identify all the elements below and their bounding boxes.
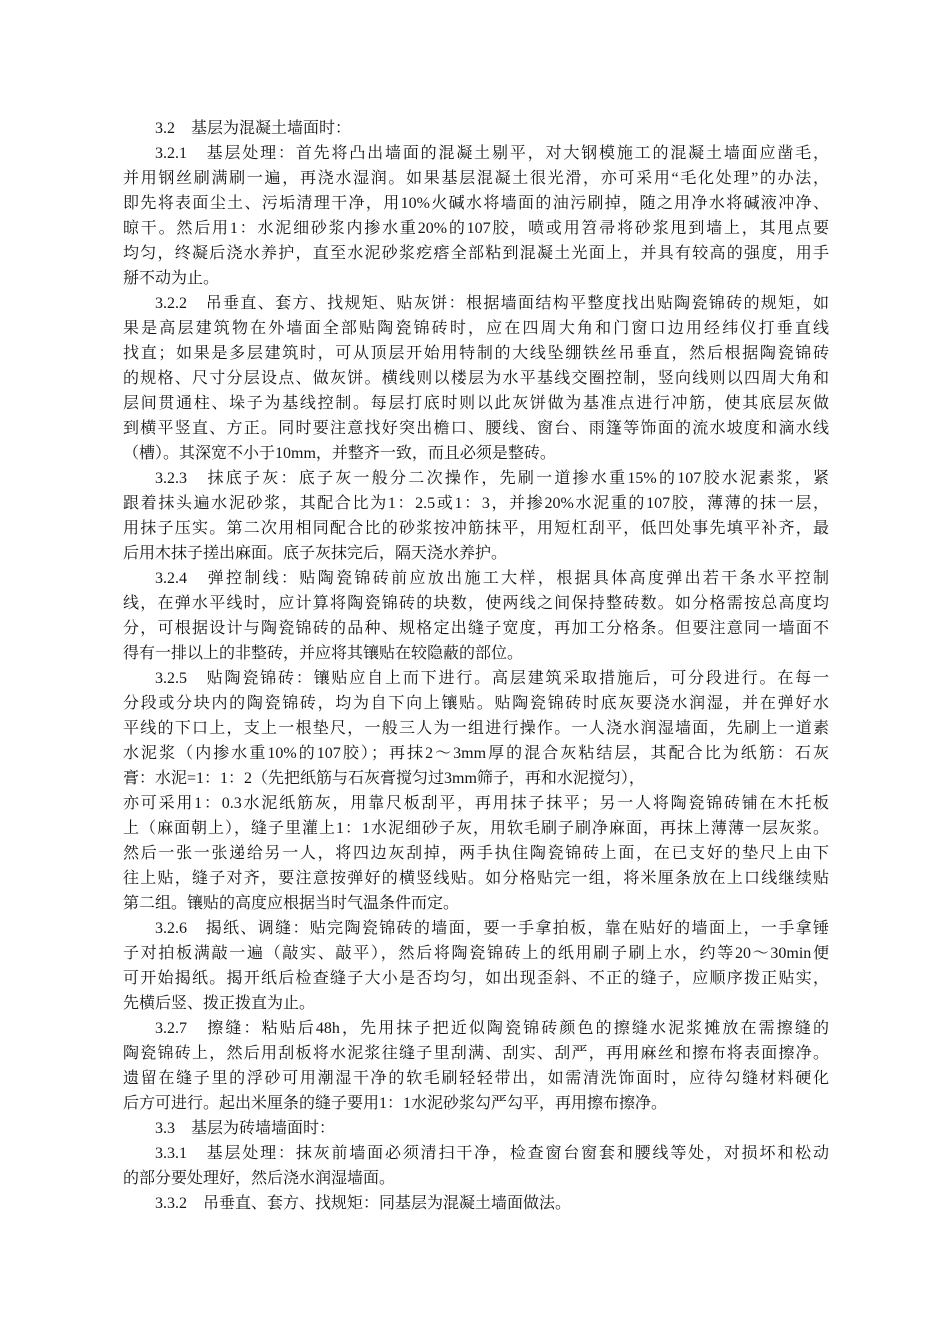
text-line: 后用木抹子搓出麻面。底子灰抹完后，隔天浇水养护。 bbox=[123, 545, 508, 562]
text-line: 分段或分块内的陶瓷锦砖，均为自下向上镶贴。贴陶瓷锦砖时底灰要浇水润湿，并在弹好水 bbox=[123, 695, 829, 712]
text-line: 层间贯通柱、垛子为基线控制。每层打底时则以此灰饼做为基准点进行冲筋，使其底层灰做 bbox=[123, 395, 829, 412]
text-line: 3.2.6 揭纸、调缝：贴完陶瓷锦砖的墙面，要一手拿拍板，靠在贴好的墙面上，一手拿锤 bbox=[155, 920, 829, 937]
document-body bbox=[123, 116, 829, 1216]
text-line: 3.2 基层为混凝土墙面时： bbox=[155, 120, 352, 137]
text-line: 晾干。然后用1：水泥细砂浆内掺水重20%的107胶，喷或用笤帚将砂浆甩到墙上，其甩点要 bbox=[123, 220, 829, 237]
text-line: 然后一张一张递给另一人，将四边灰刮掉，两手执住陶瓷锦砖上面，在已支好的垫尺上由下 bbox=[123, 845, 829, 862]
text-line: 3.2.7 擦缝：粘贴后48h，先用抹子把近似陶瓷锦砖颜色的擦缝水泥浆摊放在需擦缝的 bbox=[155, 1020, 829, 1037]
text-line: 水泥浆（内掺水重10%的107胶）；再抹2～3mm厚的混合灰粘结层，其配合比为纸筋：石灰 bbox=[123, 745, 829, 762]
text-line: 陶瓷锦砖上，然后用刮板将水泥浆往缝子里刮满、刮实、刮严，再用麻丝和擦布将表面擦净。 bbox=[123, 1045, 829, 1062]
text-line: 3.2.2 吊垂直、套方、找规矩、贴灰饼：根据墙面结构平整度找出贴陶瓷锦砖的规矩，如 bbox=[155, 295, 829, 312]
text-line: 跟着抹头遍水泥砂浆，其配合比为1：2.5或1：3，并掺20%水泥重的107胶，薄薄的抹一层， bbox=[123, 495, 829, 512]
text-line: 得有一排以上的非整砖，并应将其镶贴在较隐蔽的部位。 bbox=[123, 645, 524, 662]
text-line: 先横后竖、拨正拨直为止。 bbox=[123, 995, 316, 1012]
text-line: 后方可进行。起出米厘条的缝子要用1：1水泥砂浆勾严勾平，再用擦布擦净。 bbox=[123, 1095, 668, 1112]
paragraph-3-2-3 bbox=[123, 466, 829, 566]
text-line: 用抹子压实。第二次用相同配合比的砂浆按冲筋抹平，用短杠刮平，低凹处事先填平补齐，最 bbox=[123, 520, 829, 537]
text-line: 可开始揭纸。揭开纸后检查缝子大小是否均匀，如出现歪斜、不正的缝子，应顺序拨正贴实， bbox=[123, 970, 829, 987]
paragraph-3-3 bbox=[123, 1116, 829, 1141]
text-line: 3.2.3 抹底子灰：底子灰一般分二次操作，先刷一道掺水重15%的107胶水泥素浆，紧 bbox=[155, 470, 829, 487]
text-line: 3.2.4 弹控制线：贴陶瓷锦砖前应放出施工大样，根据具体高度弹出若干条水平控制 bbox=[155, 570, 829, 587]
text-line: 果是高层建筑物在外墙面全部贴陶瓷锦砖时，应在四周大角和门窗口边用经纬仪打垂直线 bbox=[123, 320, 829, 337]
paragraph-3-2-2 bbox=[123, 291, 829, 466]
text-line: 的规格、尺寸分层设点、做灰饼。横线则以楼层为水平基线交圈控制，竖向线则以四周大角和 bbox=[123, 370, 829, 387]
text-line: 往上贴，缝子对齐，要注意按弹好的横竖线贴。如分格贴完一组，将米厘条放在上口线继续贴 bbox=[123, 870, 829, 887]
text-line: 线，在弹水平线时，应计算将陶瓷锦砖的块数，使两线之间保持整砖数。如分格需按总高度均 bbox=[123, 595, 829, 612]
paragraph-3-2-6 bbox=[123, 916, 829, 1016]
text-line: 遗留在缝子里的浮砂可用潮湿干净的软毛刷轻轻带出，如需清洗饰面时，应待勾缝材料硬化 bbox=[123, 1070, 829, 1087]
text-line: 分，可根据设计与陶瓷锦砖的品种、规格定出缝子宽度，再加工分格条。但要注意同一墙面不 bbox=[123, 620, 829, 637]
paragraph-3-2-5 bbox=[123, 666, 829, 916]
text-line: 的部分要处理好，然后浇水润湿墙面。 bbox=[123, 1170, 396, 1187]
text-line: 掰不动为止。 bbox=[123, 270, 220, 287]
text-line: （槽）。其深宽不小于10mm，并整齐一致，而且必须是整砖。 bbox=[123, 445, 556, 462]
text-line: 3.3.2 吊垂直、套方、找规矩：同基层为混凝土墙面做法。 bbox=[155, 1195, 572, 1212]
text-line: 3.2.1 基层处理：首先将凸出墙面的混凝土剔平，对大钢模施工的混凝土墙面应凿毛， bbox=[155, 145, 829, 162]
text-line: 膏：水泥=1：1：2（先把纸筋与石灰膏搅匀过3mm筛子，再和水泥搅匀）， bbox=[123, 770, 645, 787]
paragraph-3-2 bbox=[123, 116, 829, 141]
paragraph-3-2-7 bbox=[123, 1016, 829, 1116]
text-line: 3.2.5 贴陶瓷锦砖：镶贴应自上而下进行。高层建筑采取措施后，可分段进行。在每一 bbox=[155, 670, 829, 687]
text-line: 均匀，终凝后浇水养护，直至水泥砂浆疙瘩全部粘到混凝土光面上，并具有较高的强度，用手 bbox=[123, 245, 829, 262]
paragraph-3-3-1 bbox=[123, 1141, 829, 1191]
text-line: 平线的下口上，支上一根垫尺，一般三人为一组进行操作。一人浇水润湿墙面，先刷上一道素 bbox=[123, 720, 829, 737]
text-line: 上（麻面朝上），缝子里灌上1：1水泥细砂子灰，用软毛刷子刷净麻面，再抹上薄薄一层灰浆。 bbox=[123, 820, 829, 837]
paragraph-3-3-2 bbox=[123, 1191, 829, 1216]
text-line: 并用钢丝刷满刷一遍，再浇水湿润。如果基层混凝土很光滑，亦可采用“毛化处理”的办法， bbox=[123, 170, 829, 187]
text-line: 到横平竖直、方正。同时要注意找好突出檐口、腰线、窗台、雨篷等饰面的流水坡度和滴水线 bbox=[123, 420, 829, 437]
text-line: 即先将表面尘土、污垢清理干净，用10%火碱水将墙面的油污刷掉，随之用净水将碱液冲净、 bbox=[123, 195, 829, 212]
text-line: 亦可采用1：0.3水泥纸筋灰，用靠尺板刮平，再用抹子抹平；另一人将陶瓷锦砖铺在木托板 bbox=[123, 795, 829, 812]
text-line: 找直；如果是多层建筑时，可从顶层开始用特制的大线坠绷铁丝吊垂直，然后根据陶瓷锦砖 bbox=[123, 345, 829, 362]
text-line: 3.3 基层为砖墙墙面时： bbox=[155, 1120, 336, 1137]
paragraph-3-2-4 bbox=[123, 566, 829, 666]
text-line: 第二组。镶贴的高度应根据当时气温条件而定。 bbox=[123, 895, 460, 912]
text-line: 3.3.1 基层处理：抹灰前墙面必须清扫干净，检查窗台窗套和腰线等处，对损坏和松动 bbox=[155, 1145, 829, 1162]
text-line: 子对拍板满敲一遍（敲实、敲平），然后将陶瓷锦砖上的纸用刷子刷上水，约等20～30min便 bbox=[123, 945, 829, 962]
paragraph-3-2-1 bbox=[123, 141, 829, 291]
